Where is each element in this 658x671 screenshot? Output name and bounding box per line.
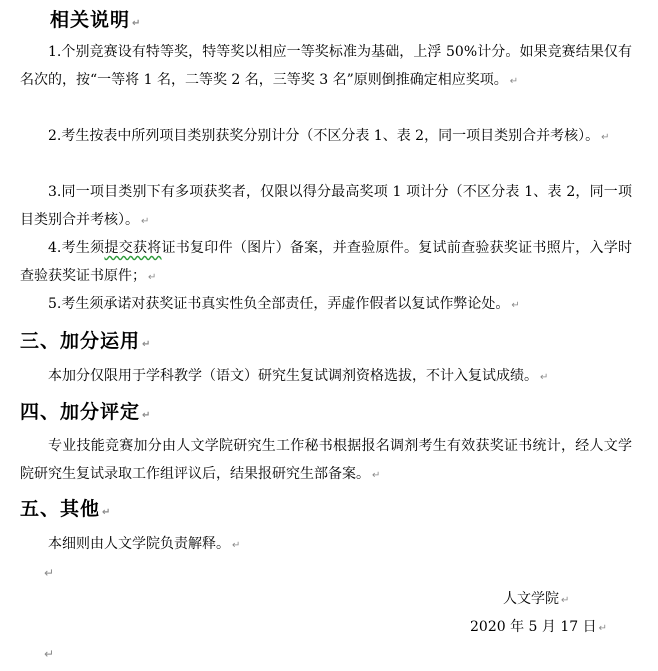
paragraph-mark-icon: ↵: [141, 216, 150, 227]
heading-related-notes: [50, 9, 141, 35]
paragraph-mark-icon: ↵: [509, 76, 519, 87]
empty-paragraph: [44, 566, 54, 580]
note-item-text: 3.同一项目类别下有多项获奖者，仅限以得分最高奖项 1 项计分（不区分表 1、表 2，同一项目类别合并考核）。: [20, 184, 632, 228]
note-item-1: [20, 38, 632, 96]
paragraph-mark-icon: ↵: [561, 595, 570, 606]
signature-org: [503, 589, 569, 611]
section-4-text: [20, 432, 632, 490]
paragraph-mark-icon: ↵: [44, 566, 55, 580]
paragraph-mark-icon: ↵: [598, 623, 607, 634]
section-3-text: [20, 362, 632, 392]
paragraph-mark-icon: ↵: [232, 540, 241, 551]
signature-date-text: 2020 年 5 月 17 日: [470, 619, 597, 635]
heading-text: 五、其他: [20, 498, 101, 520]
section-text: 本细则由人文学院负责解释。: [48, 536, 230, 552]
note-item-text: 2.考生按表中所列项目类别获奖分别计分（不区分表 1、表 2，同一项目类别合并考核）。: [48, 128, 600, 144]
signature-org-text: 人文学院: [503, 591, 559, 607]
heading-text: 三、加分运用: [20, 330, 141, 352]
section-text: 本加分仅限用于学科教学（语文）研究生复试调剂资格选拔，不计入复试成绩。: [48, 368, 538, 384]
note-item-text: 5.考生须承诺对获奖证书真实性负全部责任，弄虚作假者以复试作弊论处。: [48, 296, 510, 312]
note-item-text: 1.个别竞赛设有特等奖，特等奖以相应一等奖标准为基础，上浮 50%计分。如果竞赛结果仅有名次的，按“一等将 1 名，二等奖 2 名，三等奖 3 名”原则倒推确定相应奖项。: [20, 44, 632, 88]
note-item-4: [20, 234, 632, 292]
paragraph-mark-icon: ↵: [601, 132, 610, 143]
signature-date: [470, 617, 607, 639]
heading-section-5: [20, 498, 111, 524]
heading-text: 四、加分评定: [20, 401, 141, 423]
empty-paragraph: [44, 647, 54, 661]
section-text: 专业技能竞赛加分由人文学院研究生工作秘书根据报名调剂考生有效获奖证书统计，经人文学院研究生复试录取工作组评议后，结果报研究生部备案。: [20, 438, 632, 482]
paragraph-mark-icon: ↵: [132, 18, 142, 29]
paragraph-mark-icon: ↵: [511, 300, 520, 311]
paragraph-mark-icon: ↵: [44, 647, 55, 661]
note-item-2: [20, 122, 632, 152]
paragraph-mark-icon: ↵: [142, 339, 152, 350]
note-item-3: [20, 178, 632, 236]
paragraph-mark-icon: ↵: [102, 507, 112, 518]
paragraph-mark-icon: ↵: [148, 272, 157, 283]
paragraph-mark-icon: ↵: [372, 470, 381, 481]
note-item-text: 4.考生须提交获将证书复印件（图片）备案，并查验原件。复试前查验获奖证书照片，入学时查验获奖证书原件；: [20, 240, 633, 284]
paragraph-mark-icon: ↵: [540, 372, 549, 383]
heading-section-4: [20, 401, 151, 427]
spellcheck-underline: 提交获将: [104, 240, 162, 256]
note-item-5: [20, 290, 632, 320]
heading-text: 相关说明: [50, 9, 131, 31]
paragraph-mark-icon: ↵: [142, 410, 152, 421]
heading-section-3: [20, 330, 151, 356]
section-5-text: [20, 530, 632, 560]
